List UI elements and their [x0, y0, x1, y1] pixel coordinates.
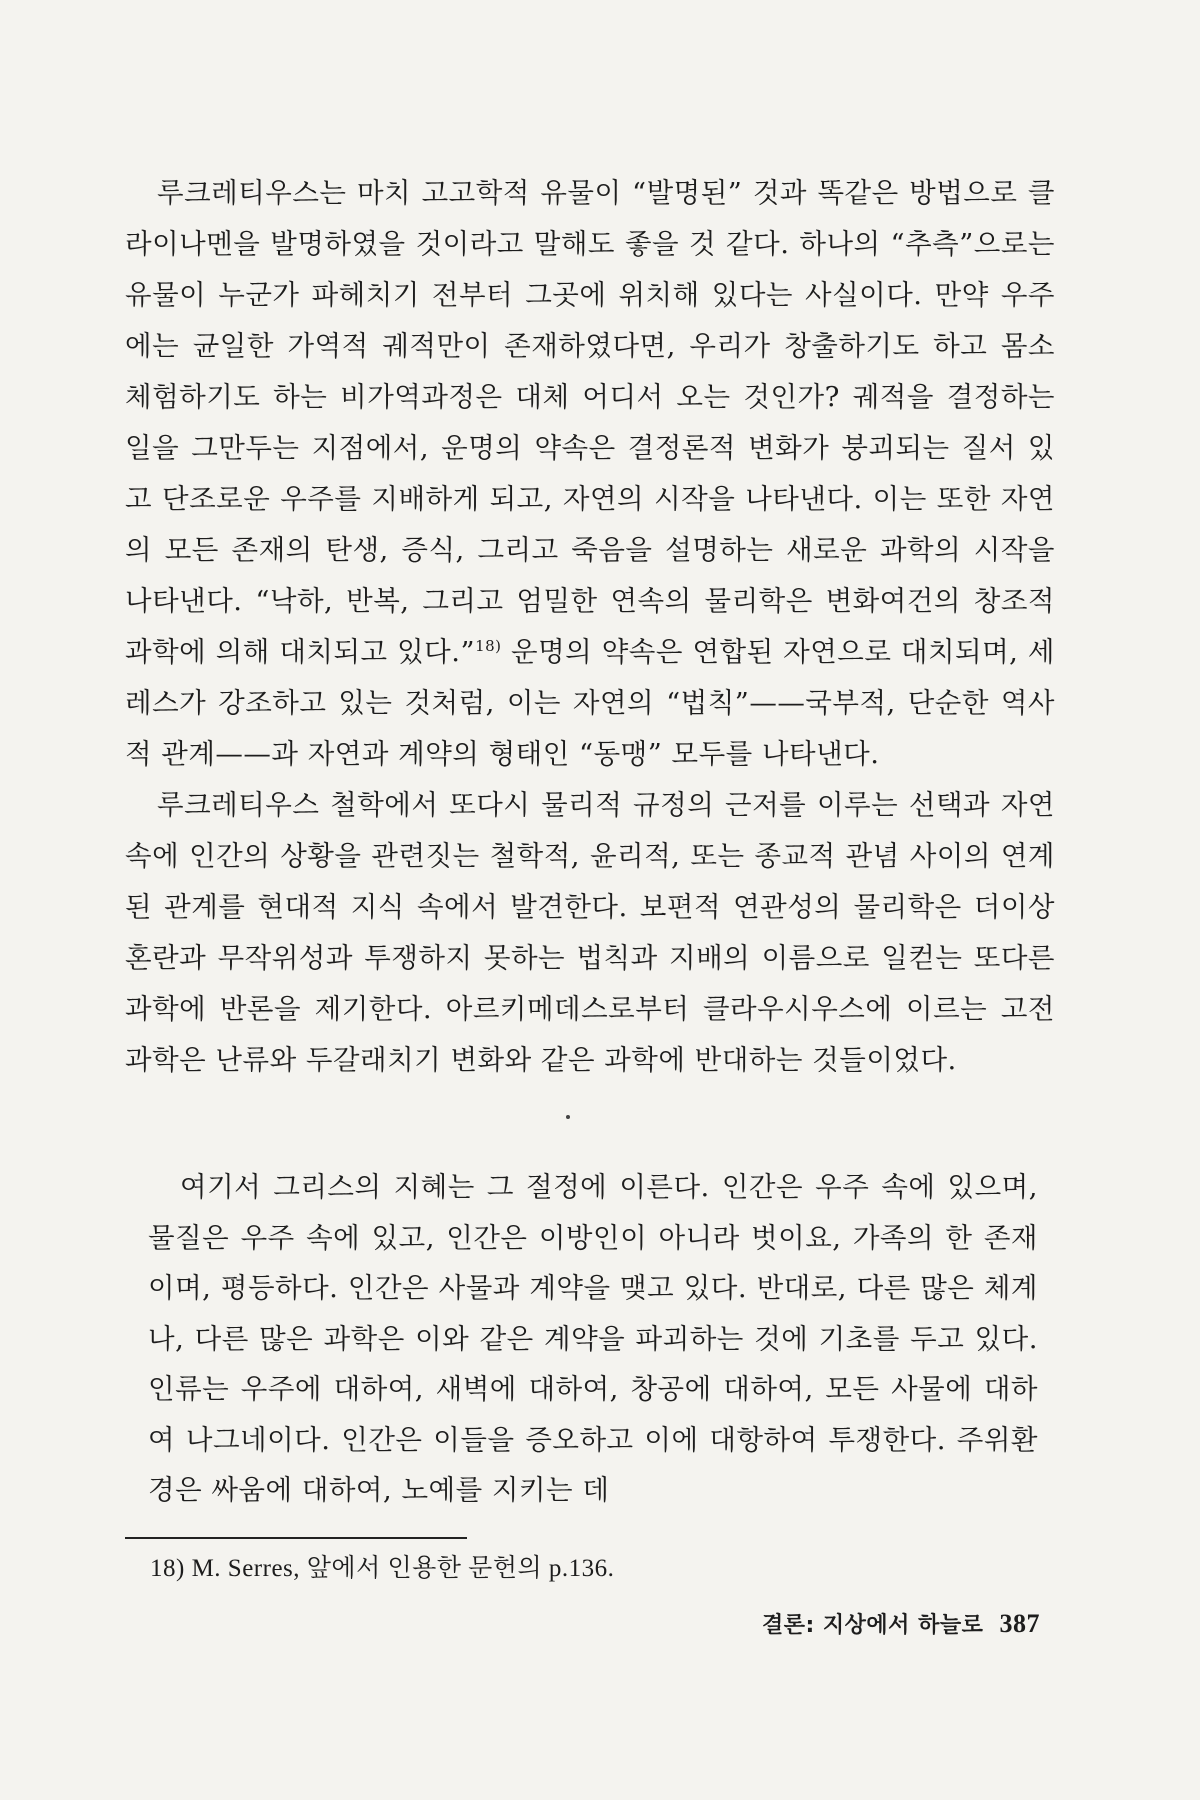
footnote-divider [125, 1537, 467, 1539]
body-section-1 [125, 168, 1055, 1086]
paragraph-1 [125, 168, 1055, 780]
page-number: 387 [999, 1609, 1040, 1638]
paragraph-1-continued: 운명의 약속은 연합된 자연으로 대치되며, 세레스가 강조하고 있는 것처럼, 이는 자연의 “법칙”——국부적, 단순한 역사적 관계——과 자연과 계약의 형태인 “동맹” 모두를 나타낸다. [125, 636, 1055, 770]
paragraph-2: 루크레티우스 철학에서 또다시 물리적 규정의 근저를 이루는 선택과 자연 속에 인간의 상황을 관련짓는 철학적, 윤리적, 또는 종교적 관념 사이의 연계된 관계를 현대적 지식 속에서 발견한다. 보편적 연관성의 물리학은 더이상 혼란과 무작위성과 투쟁하지 못하는 법칙과 지배의 이름으로 일컫는 또다른 과학에 반론을 제기한다. 아르키메데스로부터 클라우시우스에 이르는 고전과학은 난류와 두갈래치기 변화와 같은 과학에 반대하는 것들이었다. [125, 789, 1055, 1076]
section-divider-dot [566, 1115, 570, 1119]
footnote-reference: 18) [475, 636, 502, 655]
footnote: 18) M. Serres, 앞에서 인용한 문헌의 p.136. [150, 1555, 615, 1582]
paragraph-1-text: 루크레티우스는 마치 고고학적 유물이 “발명된” 것과 똑같은 방법으로 클라이나멘을 발명하였을 것이라고 말해도 좋을 것 같다. 하나의 “추측”으로는 유물이 누군가 파헤치기 전부터 그곳에 위치해 있다는 사실이다. 만약 우주에는 균일한 가역적 궤적만이 존재하였다면, 우리가 창출하기도 하고 몸소 체험하기도 하는 비가역과정은 대체 어디서 오는 것인가? 궤적을 결정하는 일을 그만두는 지점에서, 운명의 약속은 결정론적 변화가 붕괴되는 질서 있고 단조로운 우주를 지배하게 되고, 자연의 시작을 나타낸다. 이는 또한 자연의 모든 존재의 탄생, 증식, 그리고 죽음을 설명하는 새로운 과학의 시작을 나타낸다. “낙하, 반복, 그리고 엄밀한 연속의 물리학은 변화여건의 창조적 과학에 의해 대치되고 있다.” [125, 177, 1055, 668]
running-title: 결론: 지상에서 하늘로 [761, 1613, 984, 1638]
running-footer [762, 1608, 1040, 1639]
paragraph-3: 여기서 그리스의 지혜는 그 절정에 이른다. 인간은 우주 속에 있으며, 물질은 우주 속에 있고, 인간은 이방인이 아니라 벗이요, 가족의 한 존재이며, 평등하다. 인간은 사물과 계약을 맺고 있다. 반대로, 다른 많은 체계나, 다른 많은 과학은 이와 같은 계약을 파괴하는 것에 기초를 두고 있다. 인류는 우주에 대하여, 새벽에 대하여, 창공에 대하여, 모든 사물에 대하여 나그네이다. 인간은 이들을 증오하고 이에 대항하여 투쟁한다. 주위환경은 싸움에 대하여, 노예를 지키는 데 [148, 1171, 1038, 1506]
body-section-2 [148, 1162, 1038, 1516]
